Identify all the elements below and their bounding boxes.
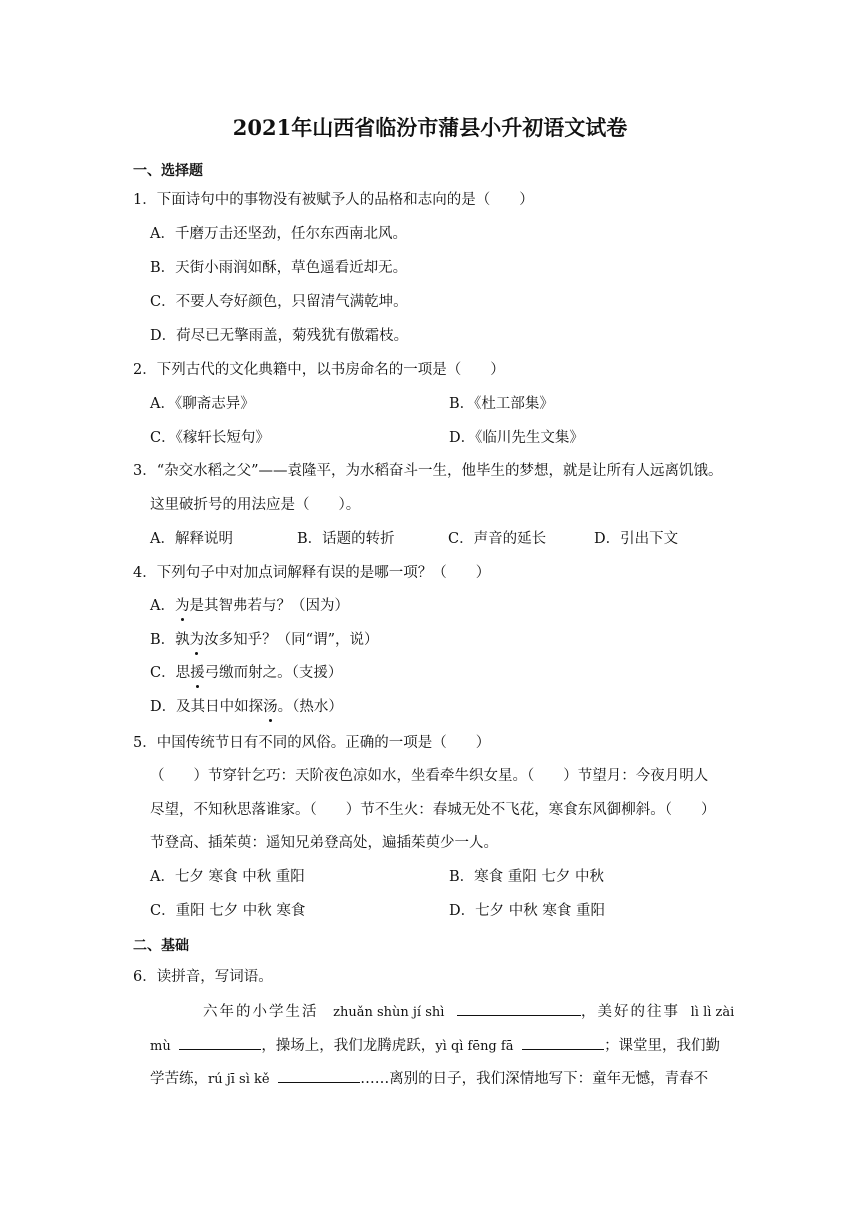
question-3-stem-line1: 3．“杂交水稻之父”——袁隆平，为水稻奋斗一生，他毕生的梦想，就是让所有人远离饥饿。: [133, 463, 723, 479]
question-1-option-a: A．千磨万击还坚劲，任尔东西南北风。: [150, 226, 407, 242]
section-heading-choice: 一、选择题: [133, 163, 203, 179]
question-5-option-a: A．七夕 寒食 中秋 重阳: [150, 869, 305, 885]
question-3-option-d: D．引出下文: [594, 531, 679, 547]
question-2-option-b: B．《杜工部集》: [449, 396, 554, 412]
question-3-option-c: C．声音的延长: [448, 531, 547, 547]
question-2-option-c: C．《稼轩长短句》: [150, 430, 270, 446]
answer-blank-1[interactable]: [457, 1001, 581, 1016]
emphasis-dotted-char: 汤: [263, 699, 278, 715]
question-6-line3: 学苦练，rú jī sì kě ……离别的日子，我们深情地写下：童年无憾，青春不: [150, 1068, 708, 1090]
question-2-option-d: D．《临川先生文集》: [449, 430, 584, 446]
answer-blank-2[interactable]: [179, 1035, 261, 1050]
answer-blank-4[interactable]: [278, 1068, 360, 1083]
question-6-line2: mù ，操场上，我们龙腾虎跃，yì qì fēng fā ；课堂里，我们勤: [150, 1035, 720, 1057]
question-2-stem: 2．下列古代的文化典籍中，以书房命名的一项是（ ）: [133, 362, 505, 378]
pinyin-prompt-1: zhuǎn shùn jí shì: [333, 1005, 445, 1020]
question-5-option-b: B．寒食 重阳 七夕 中秋: [449, 869, 604, 885]
pinyin-prompt-3: yì qì fēng fā: [435, 1039, 514, 1054]
question-4-stem: 4．下列句子中对加点词解释有误的是哪一项？（ ）: [133, 565, 491, 581]
question-1-option-d: D．荷尽已无擎雨盖，菊残犹有傲霜枝。: [150, 328, 409, 344]
question-1-option-c: C．不要人夸好颜色，只留清气满乾坤。: [150, 294, 408, 310]
question-5-passage-line2: 尽望，不知秋思落谁家。（ ）节不生火：春城无处不飞花，寒食东风御柳斜。（ ）: [150, 802, 716, 818]
question-5-passage-line3: 节登高、插茱萸：遥知兄弟登高处，遍插茱萸少一人。: [150, 835, 498, 851]
page-title: 2021年山西省临汾市蒲县小升初语文试卷: [232, 115, 628, 140]
question-4-option-b: B．孰为汝多知乎？（同“谓”，说）: [150, 632, 379, 648]
question-6-line1: 六年的小学生活 zhuǎn shùn jí shì ，美好的往事 lì lì zài: [203, 1001, 734, 1023]
emphasis-dotted-char: 援: [190, 665, 205, 681]
question-5-stem: 5．中国传统节日有不同的风俗。正确的一项是（ ）: [133, 735, 491, 751]
answer-blank-3[interactable]: [522, 1035, 604, 1050]
question-3-stem-line2: 这里破折号的用法应是（ ）。: [150, 497, 361, 513]
question-5-passage-line1: （ ）节穿针乞巧：天阶夜色凉如水，坐看牵牛织女星。（ ）节望月：今夜月明人: [150, 768, 709, 784]
question-6-stem: 6．读拼音，写词语。: [133, 969, 273, 985]
question-5-option-c: C．重阳 七夕 中秋 寒食: [150, 903, 306, 919]
question-2-option-a: A．《聊斋志异》: [150, 396, 255, 412]
pinyin-prompt-2a: lì lì zài: [690, 1005, 735, 1020]
question-1-option-b: B．天街小雨润如酥，草色遥看近却无。: [150, 260, 408, 276]
question-4-option-a: A．为是其智弗若与？（因为）: [150, 598, 349, 614]
question-3-option-a: A．解释说明: [150, 531, 233, 547]
question-1-stem: 1．下面诗句中的事物没有被赋予人的品格和志向的是（ ）: [133, 192, 534, 208]
question-5-option-d: D．七夕 中秋 寒食 重阳: [449, 903, 605, 919]
question-4-option-d: D．及其日中如探汤。（热水）: [150, 699, 343, 715]
question-4-option-c: C．思援弓缴而射之。（支援）: [150, 665, 343, 681]
question-3-option-b: B．话题的转折: [297, 531, 395, 547]
section-heading-basics: 二、基础: [133, 938, 189, 954]
pinyin-prompt-2b: mù: [150, 1039, 171, 1054]
pinyin-prompt-4: rú jī sì kě: [208, 1072, 270, 1087]
emphasis-dotted-char: 为: [189, 632, 205, 648]
emphasis-dotted-char: 为: [174, 598, 190, 614]
